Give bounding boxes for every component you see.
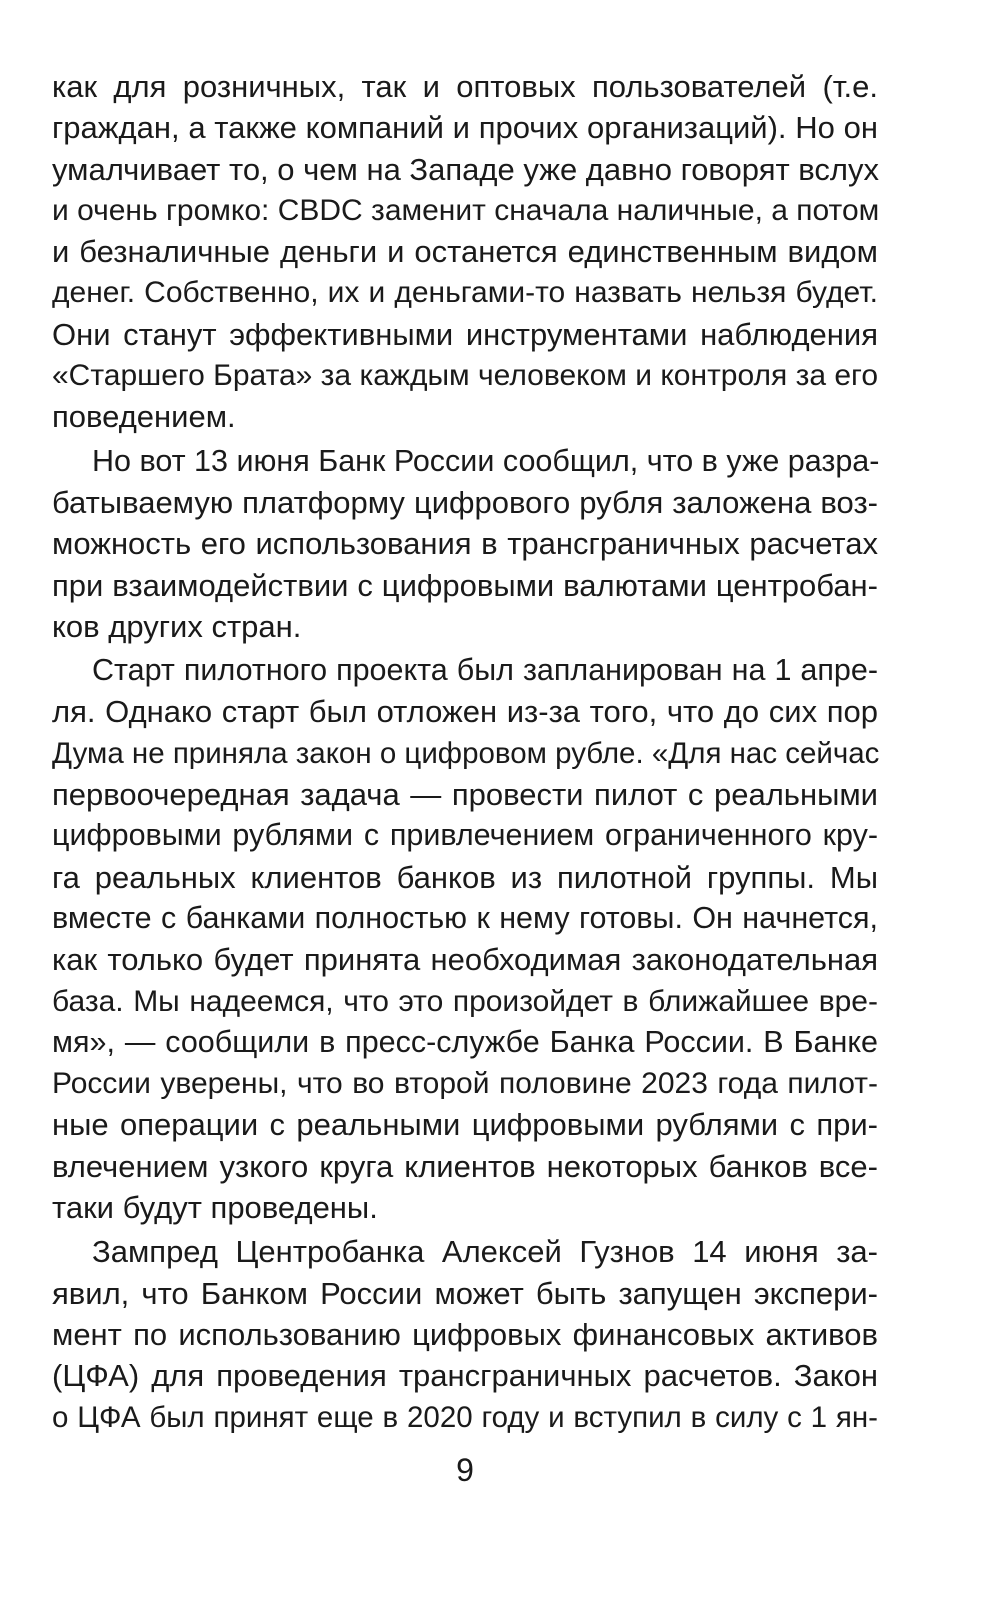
text-line: и безналичные деньги и останется единственным видом [52,234,878,270]
text-line: граждан, а также компаний и прочих организаций). Но он [52,110,878,146]
text-line: о ЦФА был принят еще в 2020 году и вступил в силу с 1 ян- [52,1400,878,1434]
text-line: денег. Собственно, их и деньгами-то назвать нельзя будет. [52,276,878,310]
text-line: таки будут проведены. [52,1190,378,1226]
text-line: вместе с банками полностью к нему готовы. Он начнется, [52,900,878,935]
text-line: влечением узкого круга клиентов некоторых банков все- [52,1148,878,1184]
text-line: мя», — сообщили в пресс-службе Банка России. В Банке [52,1024,878,1059]
text-line: Зампред Центробанка Алексей Гузнов 14 июня за- [92,1234,878,1270]
text-line: умалчивает то, о чем на Западе уже давно говорят вслух [52,151,879,187]
text-line: (ЦФА) для проведения трансграничных расчетов. Закон [52,1358,878,1394]
body-text [52,66,878,1438]
text-line: первоочередная задача — провести пилот с реальными [52,777,878,813]
text-line: Они станут эффективными инструментами наблюдения [52,316,878,352]
text-line: России уверены, что во второй половине 2023 года пилот- [52,1067,878,1101]
text-line: мент по использованию цифровых финансовых активов [52,1316,878,1352]
paragraph-3 [52,650,878,1228]
text-line: ля. Однако старт был отложен из-за того, что до сих пор [52,694,878,730]
text-line: га реальных клиентов банков из пилотной группы. Мы [52,859,878,895]
text-line: поведением. [52,399,236,435]
text-line: можность его использования в трансграничных расчетах [52,526,878,562]
text-line: Но вот 13 июня Банк России сообщил, что в уже разра- [92,443,880,478]
paragraph-2 [52,441,878,647]
text-line: Дума не приняла закон о цифровом рубле. «Для нас сейчас [52,736,880,770]
page-number: 9 [456,1452,474,1488]
text-line: и очень громко: CBDC заменит сначала наличные, а потом [52,193,880,227]
paragraph-4 [52,1231,878,1437]
text-line: ные операции с реальными цифровыми рублями с при- [52,1107,878,1143]
text-line: цифровыми рублями с привлечением ограниченного кру- [52,818,878,853]
text-line: как для розничных, так и оптовых пользователей (т.е. [52,69,878,104]
text-line: ков других стран. [52,608,302,644]
text-line: явил, что Банком России может быть запущен экспери- [52,1275,878,1311]
text-line: при взаимодействии с цифровыми валютами центробан- [52,567,878,603]
text-line: база. Мы надеемся, что это произойдет в ближайшее вре- [52,984,878,1018]
text-line: Старт пилотного проекта был запланирован на 1 апре- [92,653,878,688]
text-line: как только будет принята необходимая законодательная [52,942,878,978]
text-line: батываемую платформу цифрового рубля заложена воз- [52,484,878,520]
paragraph-1 [52,66,878,438]
text-line: «Старшего Брата» за каждым человеком и контроля за его [52,359,879,393]
